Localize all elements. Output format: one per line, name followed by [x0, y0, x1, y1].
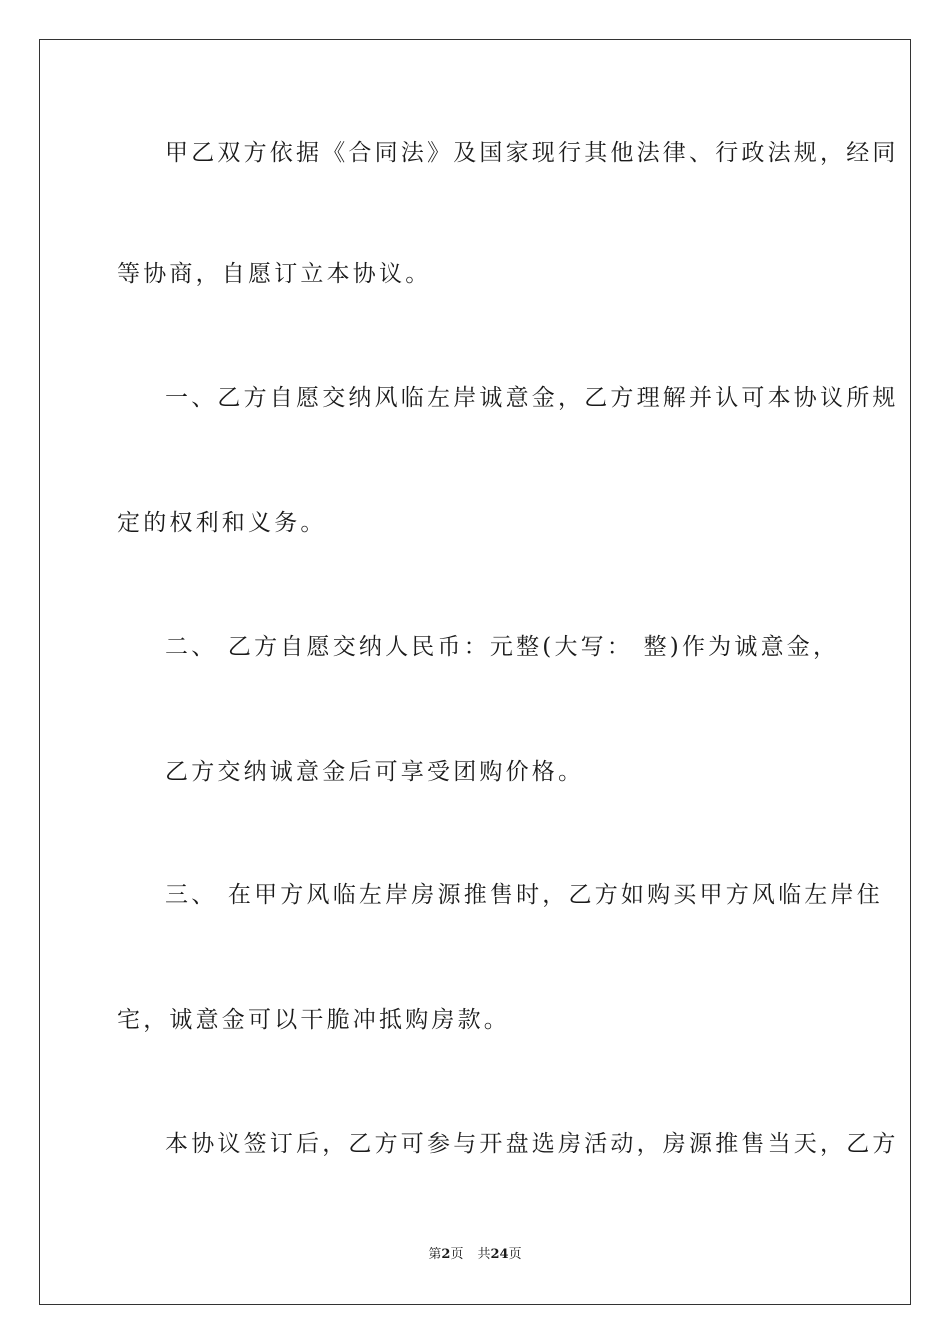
paragraph-line-7: 三、 在甲方风临左岸房源推售时，乙方如购买甲方风临左岸住	[165, 882, 883, 908]
paragraph-line-4: 定的权利和义务。	[117, 510, 327, 536]
paragraph-line-9: 本协议签订后，乙方可参与开盘选房活动，房源推售当天，乙方	[165, 1131, 899, 1157]
footer-total-suffix: 页	[508, 1247, 522, 1262]
page-footer	[0, 1246, 950, 1264]
footer-page-number: 2	[441, 1247, 451, 1262]
paragraph-line-3: 一、乙方自愿交纳风临左岸诚意金，乙方理解并认可本协议所规	[165, 385, 899, 411]
paragraph-line-2: 等协商，自愿订立本协议。	[117, 261, 432, 287]
paragraph-line-5: 二、 乙方自愿交纳人民币：元整(大写： 整)作为诚意金，	[165, 634, 840, 660]
paragraph-line-6: 乙方交纳诚意金后可享受团购价格。	[165, 759, 585, 785]
footer-page-suffix: 页	[450, 1247, 464, 1262]
page-border	[39, 39, 911, 1305]
paragraph-line-8: 宅，诚意金可以干脆冲抵购房款。	[117, 1007, 510, 1033]
footer-total-prefix: 共	[477, 1247, 491, 1262]
paragraph-line-1: 甲乙双方依据《合同法》及国家现行其他法律、行政法规，经同	[165, 140, 899, 166]
footer-total-pages: 24	[490, 1247, 509, 1262]
footer-page-prefix: 第	[428, 1247, 442, 1262]
